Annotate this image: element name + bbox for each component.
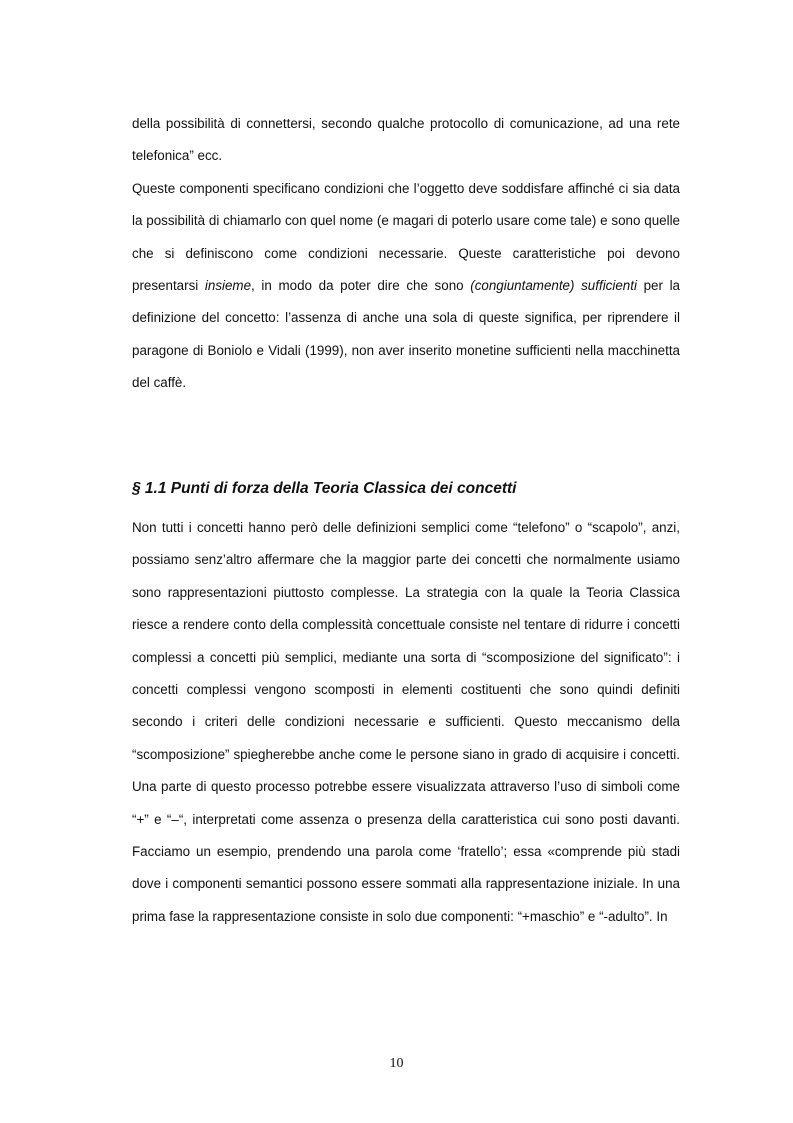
intro-paragraph-2-part-a: Queste componenti specificano condizioni che l’oggetto deve soddisfare affinché ci sia data la possibilità di chiamarlo con quel nome (e magari di poterlo usare come tale) e sono quelle che si definiscono come condizioni necessarie. Queste caratteristiche poi devono presentarsi: [132, 180, 680, 294]
section-heading: § 1.1 Punti di forza della Teoria Classica dei concetti: [132, 480, 517, 497]
intro-paragraph-2: [132, 173, 680, 400]
intro-emphasis-sufficienti: (congiuntamente) sufficienti: [470, 278, 637, 294]
intro-text-block: [132, 108, 680, 400]
section-body-block: [132, 512, 680, 933]
intro-emphasis-insieme: insieme: [204, 278, 252, 294]
intro-paragraph-2-part-b: , in modo da poter dire che sono: [251, 278, 471, 294]
intro-paragraph-2-part-c: per la definizione del concetto: l’assenza di anche una sola di queste significa, per riprendere il paragone di Boniolo e Vidali (1999), non aver inserito monetine sufficienti nella macchinetta del caffè.: [132, 278, 681, 391]
intro-paragraph-1: della possibilità di connettersi, secondo qualche protocollo di comunicazione, ad una rete telefonica” ecc.: [132, 116, 680, 164]
section-paragraph: Non tutti i concetti hanno però delle definizioni semplici come “telefono” o “scapolo”, anzi, possiamo senz’altro affermare che la maggior parte dei concetti che normalmente usiamo sono rappresentazioni piuttosto complesse. La strategia con la quale la Teoria Classica riesce a rendere conto della complessità concettuale consiste nel tentare di ridurre i concetti complessi a concetti più semplici, mediante una sorta di “scomposizione del significato”: i concetti complessi vengono scomposti in elementi costituenti che sono quindi definiti secondo i criteri delle condizioni necessarie e sufficienti. Questo meccanismo della “scomposizione” spiegherebbe anche come le persone siano in grado di acquisire i concetti. Una parte di questo processo potrebbe essere visualizzata attraverso l’uso di simboli come “+” e “–“, interpretati come assenza o presenza della caratteristica cui sono posti davanti. Facciamo un esempio, prendendo una parola come ‘fratello’; essa «comprende più stadi dove i componenti semantici possono essere sommati alla rappresentazione iniziale. In una prima fase la rappresentazione consiste in solo due componenti: “+maschio” e “-adulto”. In: [132, 520, 680, 924]
page-number: 10: [389, 1056, 404, 1071]
